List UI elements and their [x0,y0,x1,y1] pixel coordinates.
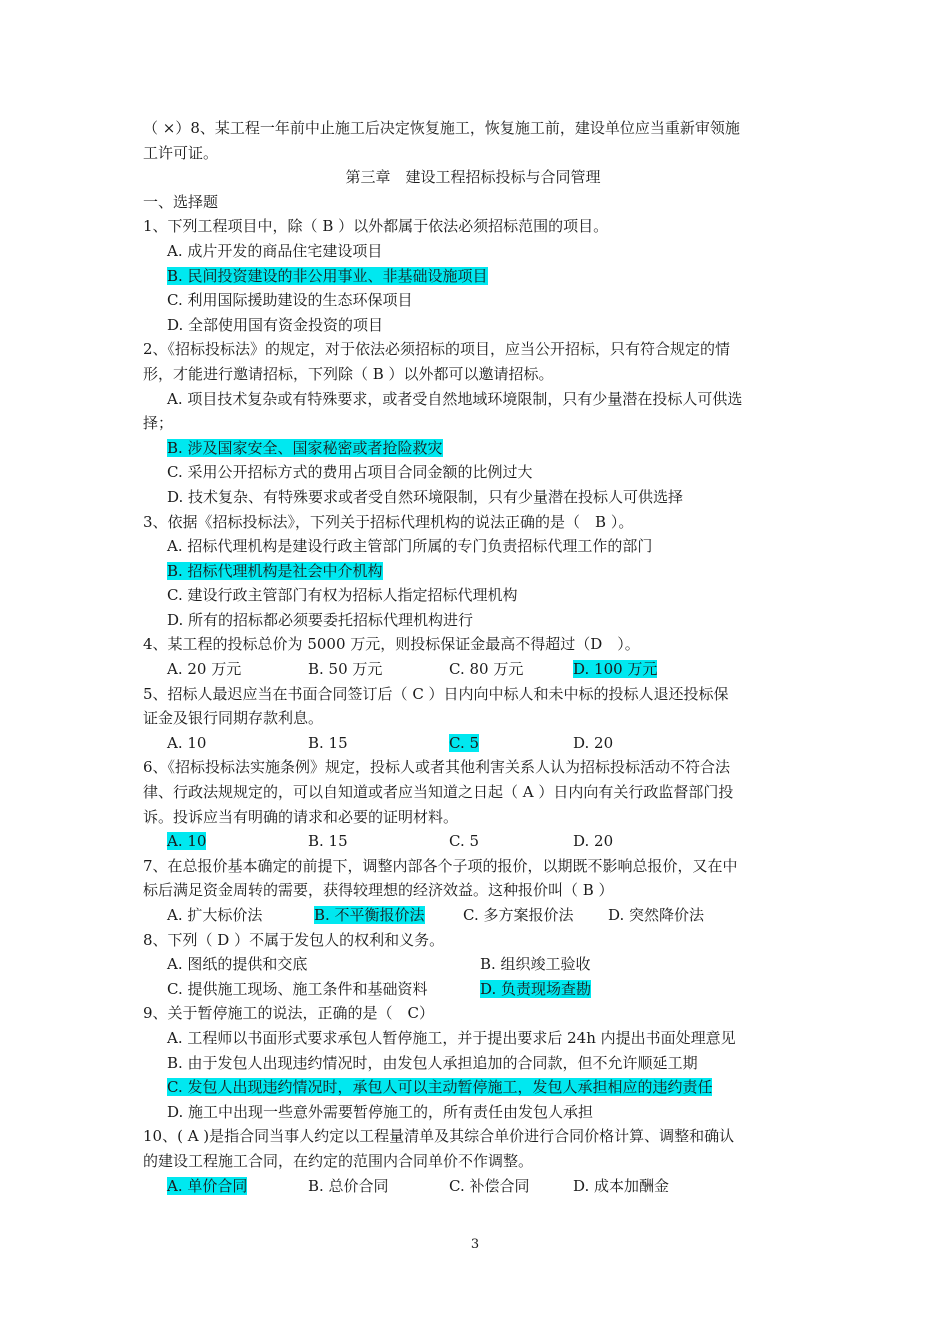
q2-stem-2: 形，才能进行邀请招标，下列除（ B ）以外都可以邀请招标。 [143,364,554,383]
q4-option-d [573,657,657,682]
q6-option-b: B. 15 [308,832,348,851]
q7-option-a: A. 扩大标价法 [167,906,263,924]
q2-option-c: C. 采用公开招标方式的费用占项目合同金额的比例过大 [167,463,533,482]
q6-options [143,829,803,854]
answer-highlight: B. 涉及国家安全、国家秘密或者抢险救灾 [167,438,443,457]
q10-stem-1: 10、( A )是指合同当事人约定以工程量清单及其综合单价进行合同价格计算、调整和确认 [143,1127,735,1146]
q4-stem: 4、某工程的投标总价为 5000 万元，则投标保证金最高不得超过（D ）。 [143,635,640,654]
q4-option-a: A. 20 万元 [167,660,242,679]
chapter-title: 第三章 建设工程招标投标与合同管理 [345,168,601,187]
q1-option-d: D. 全部使用国有资金投资的项目 [167,315,384,334]
q5-option-d: D. 20 [573,733,614,752]
q5-stem-2: 证金及银行同期存款利息。 [143,709,324,728]
q10-option-d: D. 成本加酬金 [573,1176,670,1195]
q5-stem-1: 5、招标人最迟应当在书面合同签订后（ C ）日内向中标人和未中标的投标人退还投标保 [143,684,729,703]
q6-option-c: C. 5 [449,832,480,851]
q7-option-b [314,903,463,928]
q6-stem-3: 诉。投诉应当有明确的请求和必要的证明材料。 [143,807,459,826]
answer-highlight: C. 5 [449,733,480,752]
q8-option-c: C. 提供施工现场、施工条件和基础资料 [167,979,428,998]
q2-option-d: D. 技术复杂、有特殊要求或者受自然环境限制，只有少量潜在投标人可供选择 [167,487,684,506]
q10-options [143,1174,803,1199]
q5-options [143,731,803,756]
q2-stem-1: 2、《招标投标法》的规定，对于依法必须招标的项目，应当公开招标，只有符合规定的情 [143,340,731,359]
document-body [143,116,803,1198]
q6-option-a [167,829,308,854]
q4-options [143,657,803,682]
q5-option-c [449,731,573,756]
q7-options [143,903,803,928]
q5-option-a: A. 10 [167,733,207,752]
q6-option-d: D. 20 [573,832,614,851]
q8-options-row-2 [143,977,803,1002]
q7-stem-2: 标后满足资金周转的需要，获得较理想的经济效益。这种报价叫（ B ） [143,881,614,900]
q8-options-row-1 [143,952,803,977]
answer-highlight: D. 负责现场查勘 [480,979,592,998]
q6-stem-2: 律、行政法规规定的，可以自知道或者应当知道之日起（ A ）日内向有关行政监督部门投 [143,783,734,802]
q1-option-c: C. 利用国际援助建设的生态环保项目 [167,291,413,310]
q10-stem-2: 的建设工程施工合同，在约定的范围内合同单价不作调整。 [143,1151,534,1170]
q9-option-c [143,1075,803,1100]
q8-option-b: B. 组织竣工验收 [480,955,591,974]
q8-option-a: A. 图纸的提供和交底 [167,955,308,974]
answer-highlight: A. 10 [167,832,207,851]
intro-line-2: 工许可证。 [143,143,219,162]
answer-highlight: B. 民间投资建设的非公用事业、非基础设施项目 [167,266,488,285]
q9-option-d: D. 施工中出现一些意外需要暂停施工的，所有责任由发包人承担 [167,1102,594,1121]
q3-option-d: D. 所有的招标都必须要委托招标代理机构进行 [167,610,474,629]
q3-stem: 3、依据《招标投标法》，下列关于招标代理机构的说法正确的是（ B ）。 [143,512,634,531]
q9-stem: 9、关于暂停施工的说法，正确的是（ C） [143,1004,435,1023]
q3-option-c: C. 建设行政主管部门有权为招标人指定招标代理机构 [167,586,518,605]
answer-highlight: D. 100 万元 [573,660,658,679]
answer-highlight: A. 单价合同 [167,1176,248,1195]
q7-stem-1: 7、在总报价基本确定的前提下，调整内部各个子项的报价，以期既不影响总报价，又在中 [143,856,738,875]
q9-option-b: B. 由于发包人出现违约情况时，由发包人承担追加的合同款，但不允许顺延工期 [167,1053,698,1072]
answer-highlight: B. 招标代理机构是社会中介机构 [167,561,383,580]
q10-option-b: B. 总价合同 [308,1176,389,1195]
q1-option-a: A. 成片开发的商品住宅建设项目 [167,241,383,260]
q6-stem-1: 6、《招标投标法实施条例》规定，投标人或者其他利害关系人认为招标投标活动不符合法 [143,758,731,777]
answer-highlight: B. 不平衡报价法 [314,906,425,924]
q8-option-d [480,977,591,1002]
q2-option-a-2: 择； [143,414,174,433]
q3-option-a: A. 招标代理机构是建设行政主管部门所属的专门负责招标代理工作的部门 [167,537,653,556]
q7-option-d: D. 突然降价法 [608,906,705,924]
q1-option-b [143,264,803,289]
q4-option-b: B. 50 万元 [308,660,383,679]
q2-option-a-1: A. 项目技术复杂或有特殊要求，或者受自然地域环境限制，只有少量潜在投标人可供选 [167,389,743,408]
q9-option-a: A. 工程师以书面形式要求承包人暂停施工，并于提出要求后 24h 内提出书面处理意见 [167,1028,736,1047]
q10-option-c: C. 补偿合同 [449,1176,530,1195]
q3-option-b [143,559,803,584]
intro-line-1: （ ×）8、某工程一年前中止施工后决定恢复施工，恢复施工前，建设单位应当重新审领施 [143,119,740,137]
page-number: 3 [470,1237,480,1252]
section-title: 一、选择题 [143,192,219,211]
q2-option-b [143,436,803,461]
q10-option-a [167,1174,308,1199]
q1-stem: 1、下列工程项目中，除（ B ）以外都属于依法必须招标范围的项目。 [143,217,609,236]
q5-option-b: B. 15 [308,733,348,752]
q8-stem: 8、下列（ D ）不属于发包人的权利和义务。 [143,930,445,949]
q4-option-c: C. 80 万元 [449,660,524,679]
answer-highlight: C. 发包人出现违约情况时，承包人可以主动暂停施工，发包人承担相应的违约责任 [167,1078,713,1097]
q7-option-c: C. 多方案报价法 [463,906,574,924]
